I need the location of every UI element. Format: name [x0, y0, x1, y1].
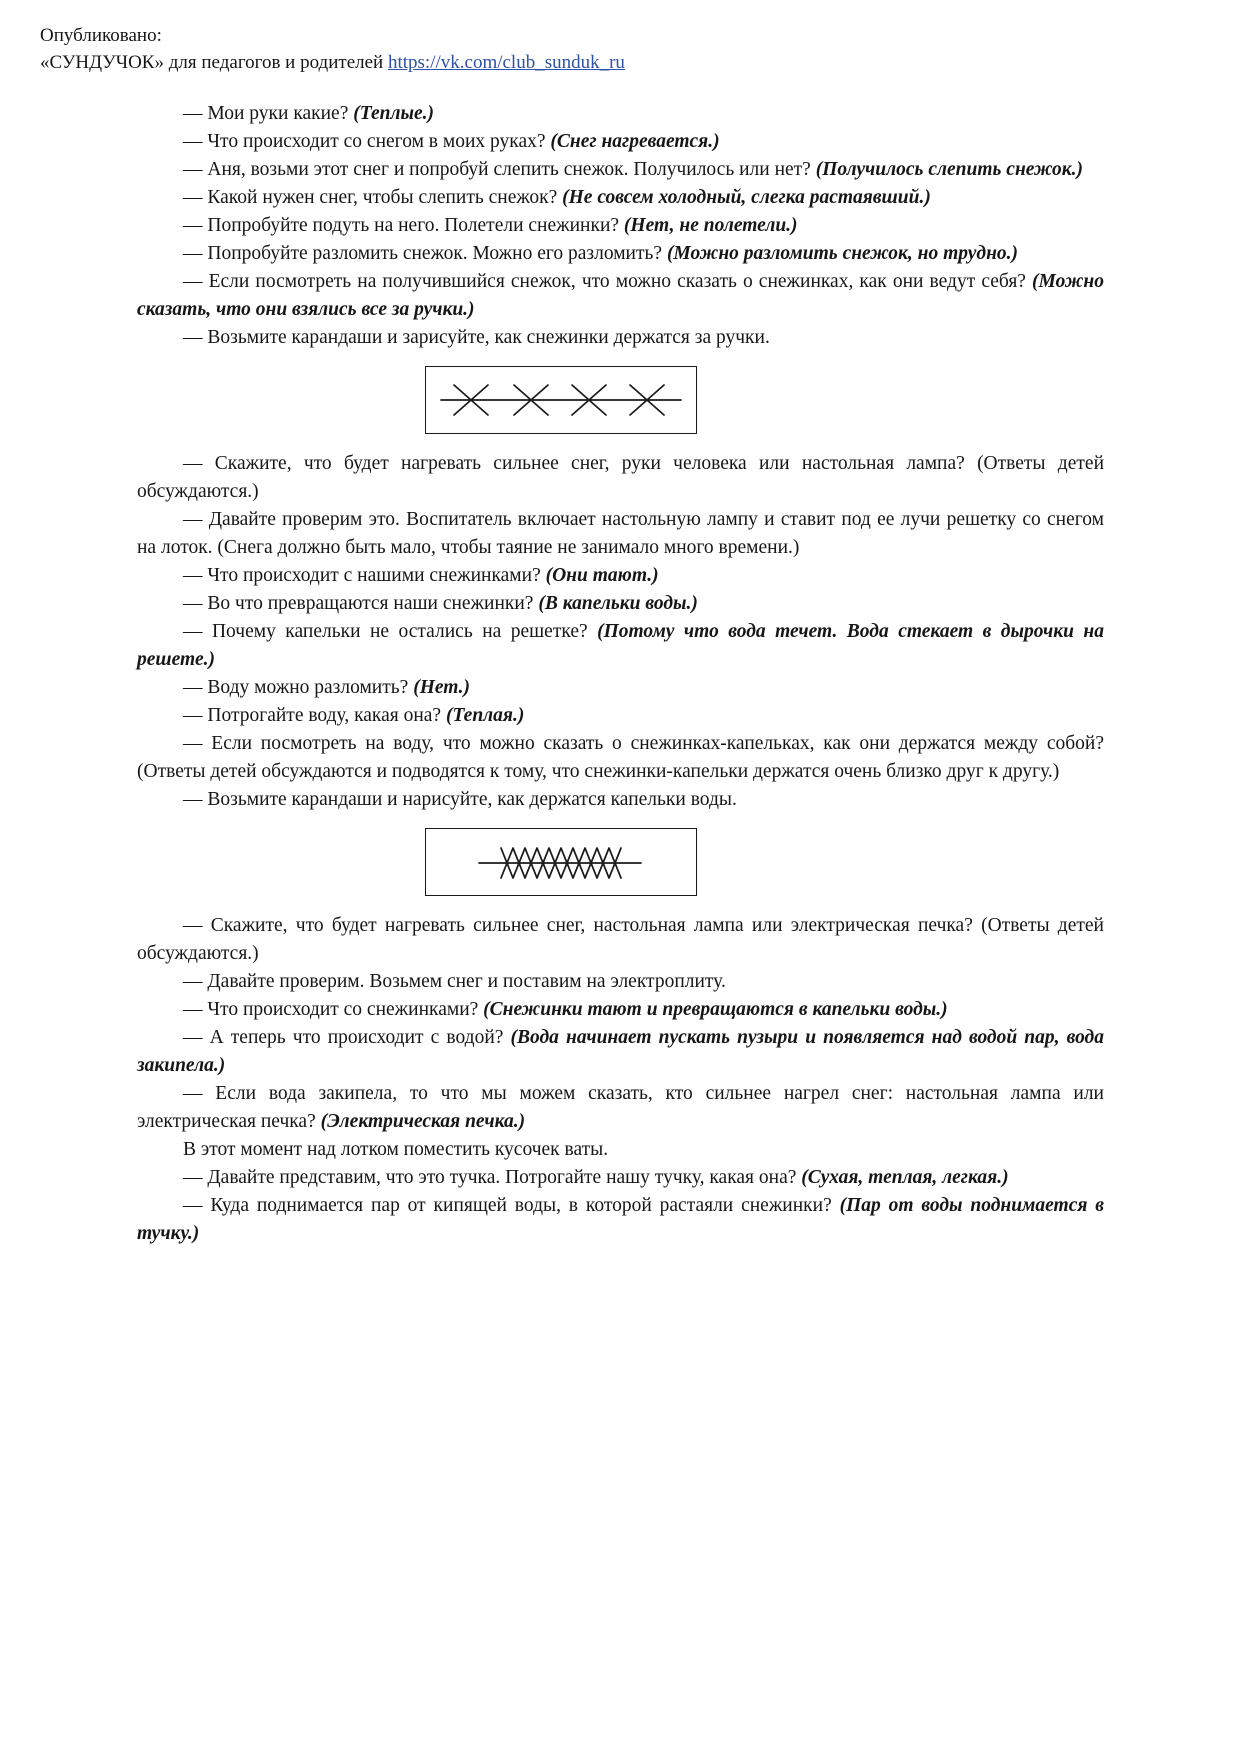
dialogue-text: — Мои руки какие? [183, 103, 354, 124]
answer-text: (Теплые.) [353, 103, 435, 124]
paragraph [137, 730, 1104, 786]
answer-text: (Сухая, теплая, легкая.) [801, 1167, 1009, 1188]
snowflakes-figure-frame [425, 366, 697, 434]
paragraph [137, 996, 1104, 1024]
paragraph [137, 618, 1104, 674]
paragraph [137, 1192, 1104, 1248]
dialogue-text: — Что происходит со снегом в моих руках? [183, 131, 551, 152]
dialogue-text: — Давайте представим, что это тучка. Потрогайте нашу тучку, какая она? [183, 1167, 802, 1188]
paragraph [137, 450, 1104, 506]
paragraph [137, 786, 1104, 814]
dialogue-text: — Возьмите карандаши и зарисуйте, как снежинки держатся за ручки. [183, 327, 770, 348]
paragraph [137, 184, 1104, 212]
paragraph [137, 212, 1104, 240]
dialogue-text: — Что происходит с нашими снежинками? [183, 565, 546, 586]
dialogue-text: — Если посмотреть на воду, что можно сказать о снежинках-капельках, как они держатся между собой? (Ответы детей обсуждаются и подводятся к тому, что снежинки-капельки держатся очень близко друг к другу.) [137, 733, 1104, 782]
paragraph [137, 968, 1104, 996]
dialogue-text: В этот момент над лотком поместить кусочек ваты. [183, 1139, 609, 1160]
paragraph [137, 156, 1104, 184]
answer-text: (Электрическая печка.) [320, 1111, 526, 1132]
paragraph [137, 128, 1104, 156]
published-label: Опубликовано: [40, 25, 162, 46]
paragraph [137, 674, 1104, 702]
answer-text: (Можно разломить снежок, но трудно.) [666, 243, 1019, 264]
dialogue-text: — Если вода закипела, то что мы можем сказать, кто сильнее нагрел снег: настольная лампа или электрическая печка? [137, 1083, 1104, 1132]
dialogue-text: — А теперь что происходит с водой? [183, 1027, 511, 1048]
paragraph [137, 240, 1104, 268]
water-droplets-chain-icon [427, 830, 695, 894]
paragraph [137, 268, 1104, 324]
text-section-2 [137, 450, 1104, 814]
dialogue-text: — Давайте проверим. Возьмем снег и поставим на электроплиту. [183, 971, 726, 992]
dialogue-text: — Скажите, что будет нагревать сильнее снег, руки человека или настольная лампа? (Ответы детей обсуждаются.) [137, 453, 1104, 502]
answer-text: (Можно сказать, что они взялись все за ручки.) [137, 271, 1104, 320]
paragraph [137, 1080, 1104, 1136]
source-link[interactable]: https://vk.com/club_sunduk_ru [387, 52, 625, 73]
answer-text: (Вода начинает пускать пузыри и появляется над водой пар, вода закипела.) [137, 1027, 1104, 1076]
answer-text: (Пар от воды поднимается в тучку.) [137, 1195, 1104, 1244]
dialogue-text: — Аня, возьми этот снег и попробуй слепить снежок. Получилось или нет? [183, 159, 816, 180]
paragraph [137, 562, 1104, 590]
dialogue-text: — Какой нужен снег, чтобы слепить снежок? [183, 187, 563, 208]
dialogue-text: — Скажите, что будет нагревать сильнее снег, настольная лампа или электрическая печка? (Ответы детей обсуждаются.) [137, 915, 1104, 964]
answer-text: (Нет.) [413, 677, 471, 698]
answer-text: (Теплая.) [445, 705, 525, 726]
paragraph [137, 1164, 1104, 1192]
dialogue-text: — Воду можно разломить? [183, 677, 414, 698]
dialogue-text: — Попробуйте разломить снежок. Можно его разломить? [183, 243, 667, 264]
publication-header [40, 22, 625, 76]
dialogue-text: — Что происходит со снежинками? [183, 999, 484, 1020]
paragraph [137, 506, 1104, 562]
dialogue-text: — Почему капельки не остались на решетке? [183, 621, 598, 642]
answer-text: (Получилось слепить снежок.) [815, 159, 1084, 180]
source-text: «СУНДУЧОК» для педагогов и родителей [40, 52, 388, 73]
text-section-1 [137, 100, 1104, 352]
paragraph [137, 702, 1104, 730]
paragraph [137, 912, 1104, 968]
dialogue-text: — Во что превращаются наши снежинки? [183, 593, 539, 614]
dialogue-text: — Возьмите карандаши и нарисуйте, как держатся капельки воды. [183, 789, 737, 810]
answer-text: (Снег нагревается.) [550, 131, 720, 152]
text-section-3 [137, 912, 1104, 1248]
answer-text: (Снежинки тают и превращаются в капельки воды.) [483, 999, 948, 1020]
answer-text: (Они тают.) [545, 565, 659, 586]
answer-text: (Нет, не полетели.) [623, 215, 798, 236]
dialogue-text: — Потрогайте воду, какая она? [183, 705, 446, 726]
dialogue-text: — Давайте проверим это. Воспитатель включает настольную лампу и ставит под ее лучи решетку со снегом на лоток. (Снега должно быть мало, чтобы таяние не занимало много времени.) [137, 509, 1104, 558]
answer-text: (В капельки воды.) [538, 593, 698, 614]
snowflakes-holding-hands-icon [427, 369, 695, 431]
paragraph [137, 590, 1104, 618]
paragraph [137, 324, 1104, 352]
dialogue-text: — Попробуйте подуть на него. Полетели снежинки? [183, 215, 624, 236]
paragraph [137, 1136, 1104, 1164]
answer-text: (Не совсем холодный, слегка растаявший.) [562, 187, 931, 208]
source-line [40, 49, 625, 76]
answer-text: (Потому что вода течет. Вода стекает в дырочки на решете.) [137, 621, 1104, 670]
document-body [137, 100, 1104, 1248]
dialogue-text: — Если посмотреть на получившийся снежок, что можно сказать о снежинках, как они ведут себя? [183, 271, 1033, 292]
paragraph [137, 1024, 1104, 1080]
droplets-figure-frame [425, 828, 697, 896]
dialogue-text: — Куда поднимается пар от кипящей воды, в которой растаяли снежинки? [183, 1195, 840, 1216]
paragraph [137, 100, 1104, 128]
